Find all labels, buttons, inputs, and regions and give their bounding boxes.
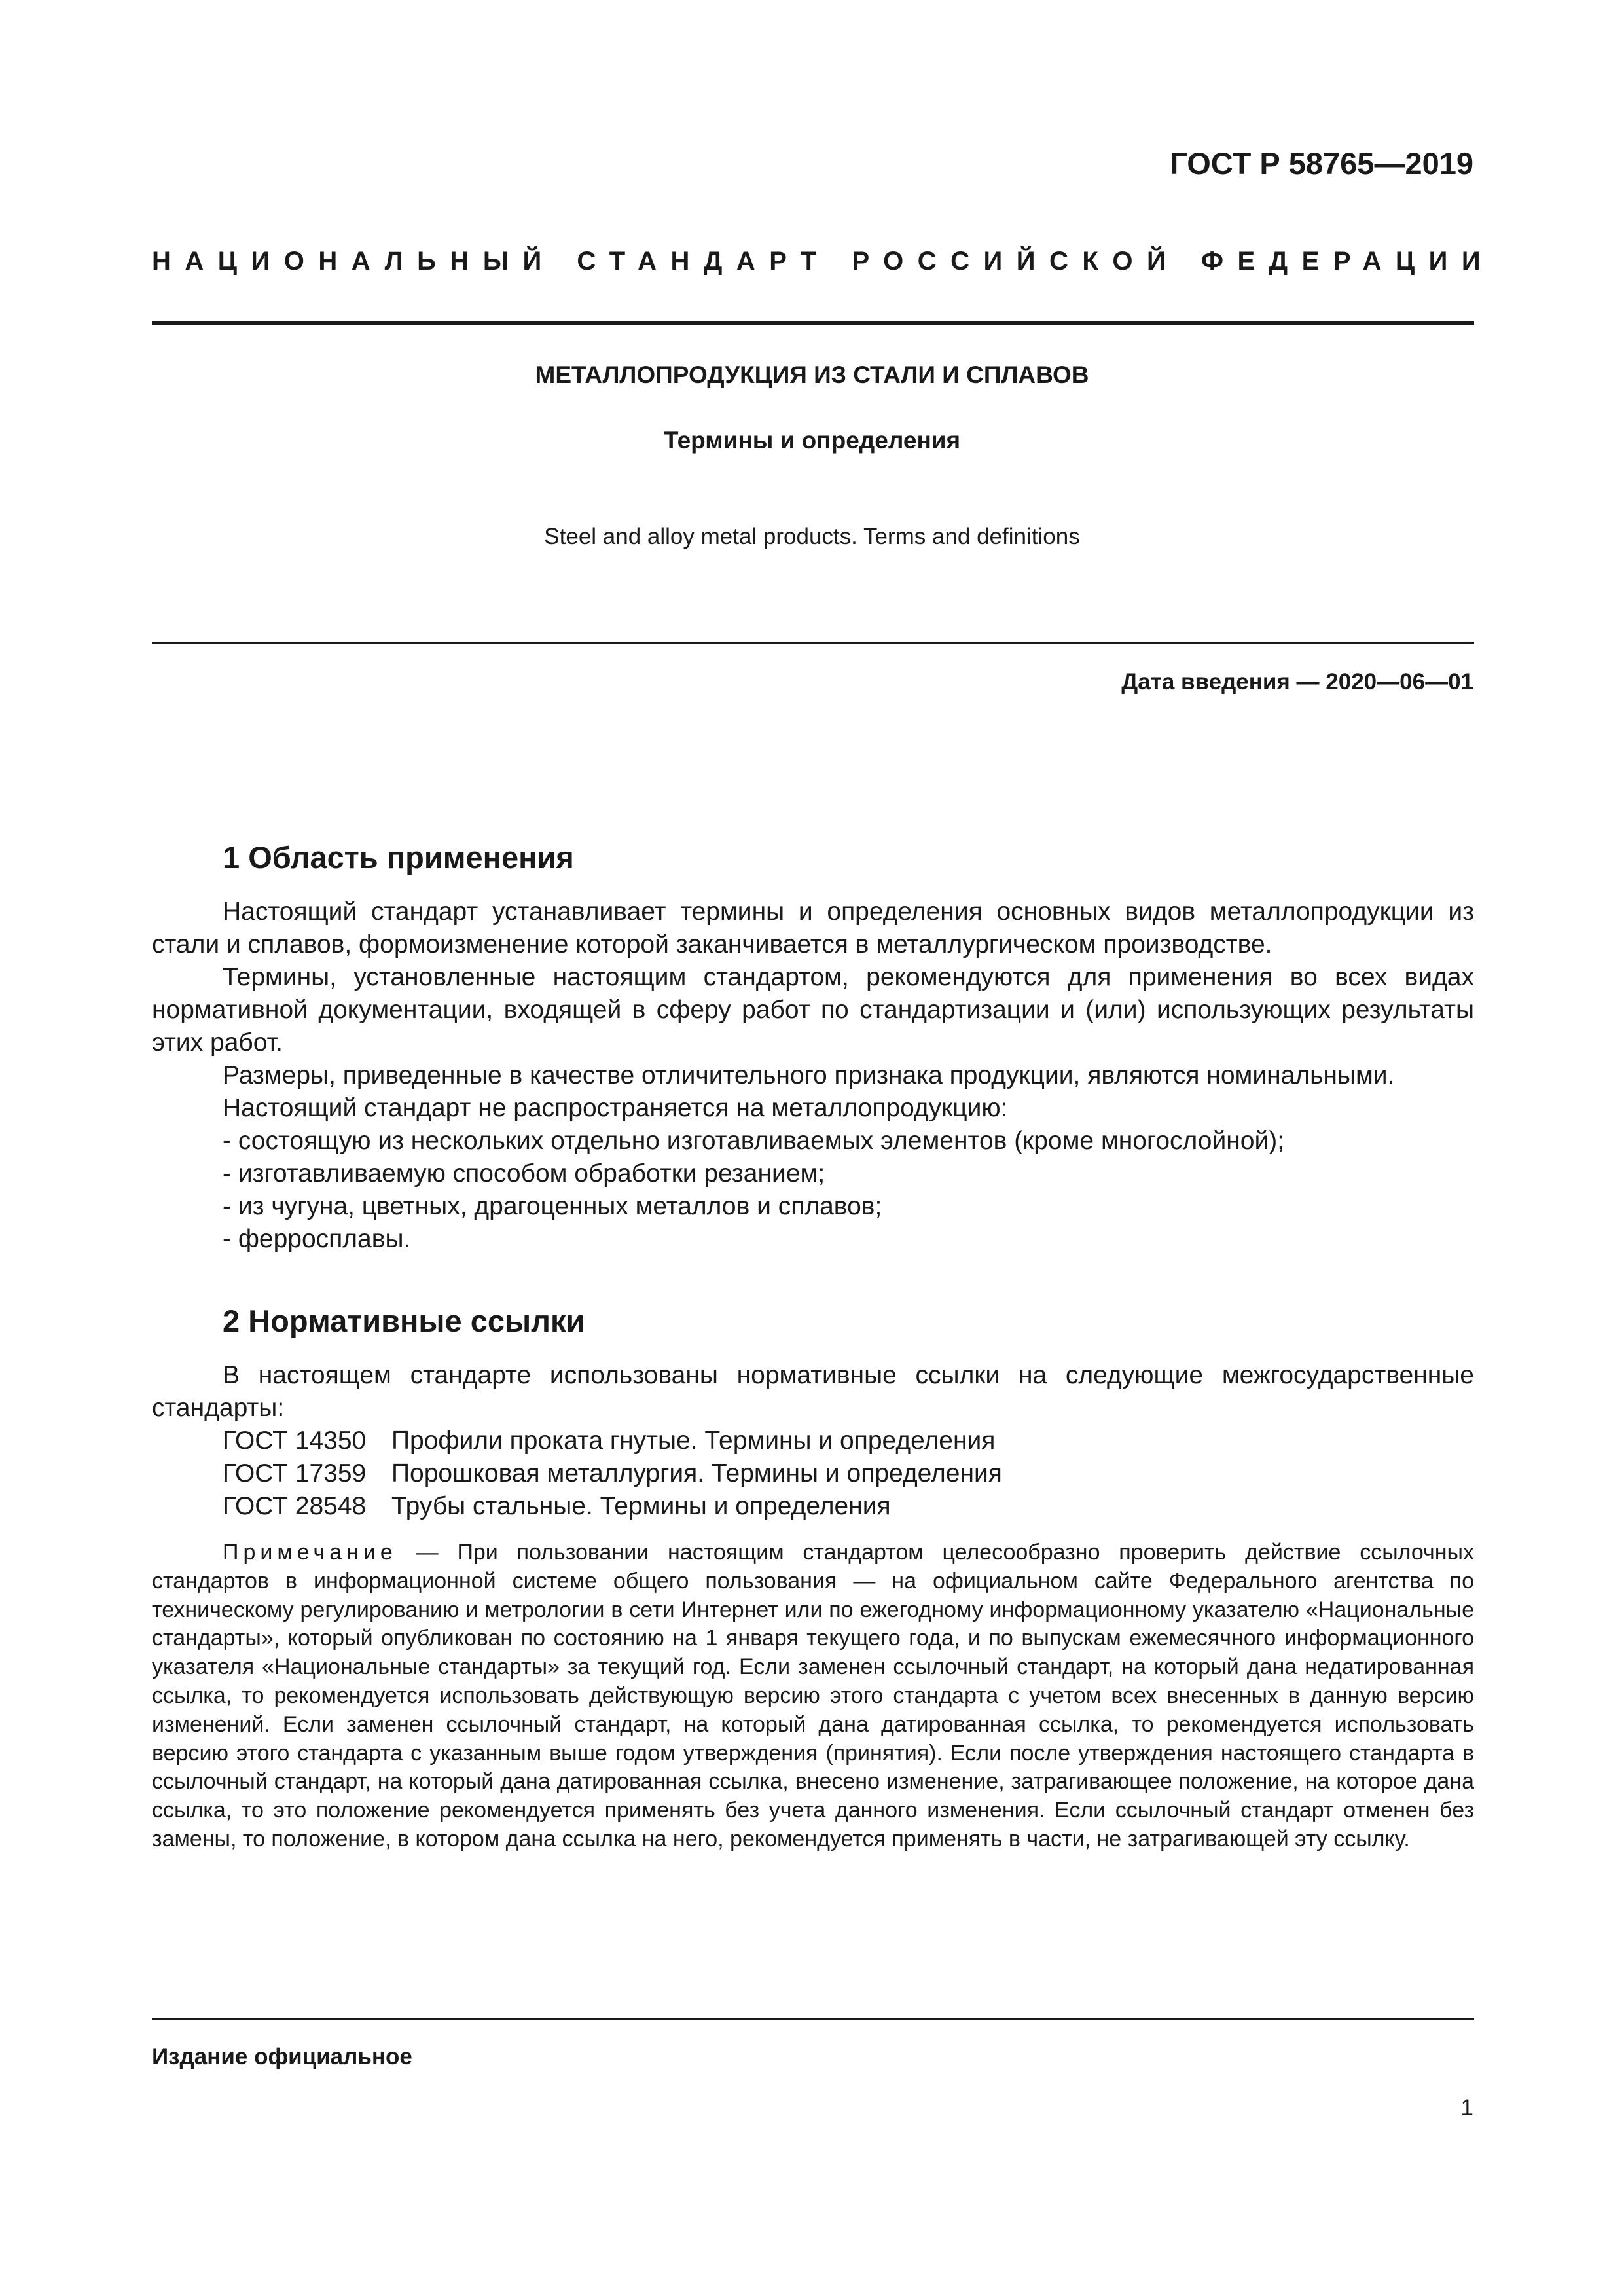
section-1-paragraph: Настоящий стандарт не распространяется на металлопродукцию: [223, 1094, 1008, 1122]
national-standard-banner: НАЦИОНАЛЬНЫЙ СТАНДАРТ РОССИЙСКОЙ ФЕДЕРАЦИИ [152, 247, 1495, 276]
reference-code: ГОСТ 17359 [223, 1459, 367, 1487]
reference-row [223, 1490, 1474, 1523]
section-1-paragraph: Размеры, приведенные в качестве отличительного признака продукции, являются номинальными. [223, 1061, 1395, 1089]
reference-title: Порошковая металлургия. Термины и определения [391, 1459, 1002, 1487]
document-number: ГОСТ Р 58765—2019 [1170, 146, 1473, 181]
list-item: - состоящую из нескольких отдельно изготавливаемых элементов (кроме многослойной); [223, 1127, 1285, 1155]
list-item: - из чугуна, цветных, драгоценных металлов и сплавов; [223, 1192, 882, 1220]
document-title: МЕТАЛЛОПРОДУКЦИЯ ИЗ СТАЛИ И СПЛАВОВ [535, 361, 1089, 388]
note-text: — При пользовании настоящим стандартом целесообразно проверить действие ссылочных стандартов в информационной системе общего пользования — на официальном сайте Федерального агентства по техническому регулированию и метрологии в сети Интернет или по ежегодному информационному указателю «Национальные стандарты», который опубликован по состоянию на 1 января текущего года, и по выпускам ежемесячного информационного указателя «Национальные стандарты» за текущий год. Если заменен ссылочный стандарт, на который дана недатированная ссылка, то рекомендуется использовать действующую версию этого стандарта с учетом всех внесенных в данную версию изменений. Если заменен ссылочный стандарт, на который дана датированная ссылка, то рекомендуется использовать версию этого стандарта с указанным выше годом утверждения (принятия). Если после утверждения настоящего стандарта в ссылочный стандарт, на который дана датированная ссылка, внесено изменение, затрагивающее положение, на которое дана ссылка, то это положение рекомендуется применять без учета данного изменения. Если ссылочный стандарт отменен без замены, то положение, в котором дана ссылка на него, рекомендуется применять в части, не затрагивающей эту ссылку. [152, 1540, 1474, 1851]
section-1-body [152, 896, 1474, 1256]
official-edition-label: Издание официальное [152, 2044, 412, 2069]
reference-row [223, 1425, 1474, 1457]
section-1-heading: 1 Область применения [223, 840, 574, 875]
reference-code: ГОСТ 28548 [223, 1492, 367, 1520]
section-2-body [152, 1359, 1474, 1523]
note-paragraph [152, 1539, 1474, 1854]
note-label: Примечание [223, 1540, 397, 1565]
section-1-paragraph: Термины, установленные настоящим стандартом, рекомендуются для применения во всех видах нормативной документации, входящей в сферу работ по стандартизации и (или) использующих результаты этих работ. [152, 963, 1474, 1057]
reference-title: Трубы стальные. Термины и определения [391, 1492, 891, 1520]
introduction-date: Дата введения — 2020—06—01 [1121, 669, 1473, 695]
english-title: Steel and alloy metal products. Terms and definitions [544, 524, 1080, 549]
header-divider [152, 321, 1474, 325]
section-2-paragraph: В настоящем стандарте использованы нормативные ссылки на следующие межгосударственные стандарты: [152, 1361, 1474, 1422]
reference-row [223, 1457, 1474, 1490]
list-item: - изготавливаемую способом обработки резанием; [223, 1159, 825, 1188]
section-1-paragraph: Настоящий стандарт устанавливает термины и определения основных видов металлопродукции из стали и сплавов, формоизменение которой заканчивается в металлургическом производстве. [152, 898, 1474, 958]
title-divider [152, 642, 1474, 644]
section-2-heading: 2 Нормативные ссылки [223, 1303, 585, 1338]
footer-divider [152, 2018, 1474, 2020]
list-item: - ферросплавы. [223, 1225, 411, 1253]
reference-code: ГОСТ 14350 [223, 1427, 367, 1455]
reference-title: Профили проката гнутые. Термины и определения [391, 1427, 996, 1455]
document-subtitle: Термины и определения [663, 427, 961, 454]
page-number: 1 [1460, 2095, 1473, 2121]
